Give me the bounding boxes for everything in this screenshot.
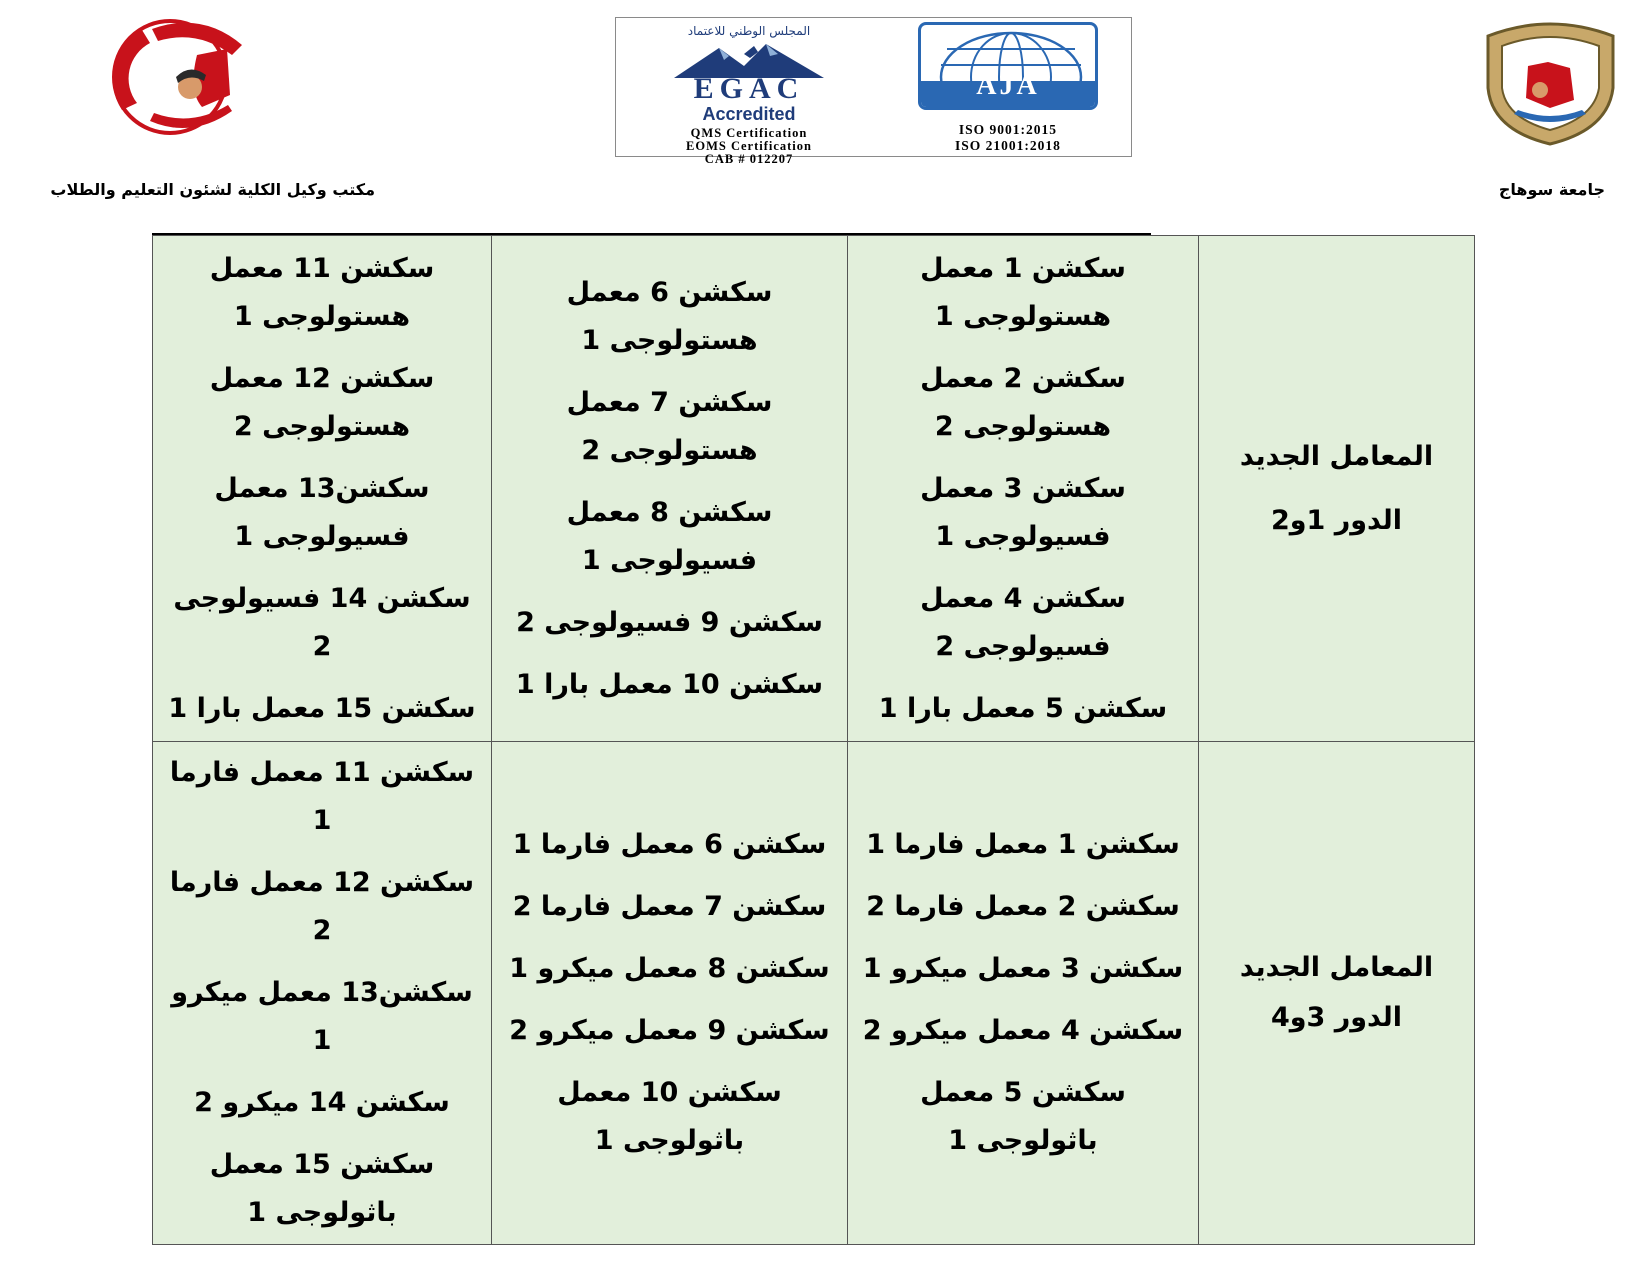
cell-line: سكشن 8 معمل ميكرو 1 bbox=[509, 953, 830, 984]
aja-iso-2: ISO 21001:2018 bbox=[955, 138, 1061, 153]
cell-line: سكشن 12 معمل فارما 2 bbox=[169, 867, 475, 946]
table-cell bbox=[848, 236, 1199, 742]
cell-line: سكشن13 معمل ميكرو 1 bbox=[171, 977, 473, 1056]
cell-line: سكشن 7 معمل هستولوجى 2 bbox=[566, 386, 773, 466]
table-cell bbox=[153, 236, 492, 742]
cell-line: سكشن 14 فسيولوجى 2 bbox=[173, 582, 471, 662]
table-row bbox=[153, 236, 1475, 742]
cell-line: سكشن 2 معمل هستولوجى 2 bbox=[920, 362, 1126, 442]
schedule-table bbox=[152, 235, 1475, 1245]
table-cell bbox=[492, 236, 848, 742]
cell-line: سكشن 1 معمل هستولوجى 1 bbox=[920, 252, 1126, 332]
cell-line: سكشن 4 معمل ميكرو 2 bbox=[862, 1015, 1184, 1046]
cell-line: سكشن 5 معمل باثولوجى 1 bbox=[920, 1077, 1126, 1156]
university-seal bbox=[1478, 18, 1623, 146]
row-label-cell bbox=[1199, 236, 1475, 742]
row-label-line: الدور 1و2 bbox=[1270, 504, 1403, 536]
egac-name: EGAC bbox=[693, 72, 805, 105]
cell-line: سكشن 12 معمل هستولوجى 2 bbox=[209, 362, 435, 442]
table-row bbox=[153, 742, 1475, 1245]
egac-line-3: CAB # 012207 bbox=[704, 152, 794, 166]
faculty-logo bbox=[92, 15, 262, 140]
cell-line: سكشن 6 معمل فارما 1 bbox=[512, 829, 827, 860]
egac-line-2: EOMS Certification bbox=[686, 139, 812, 153]
cell-line: سكشن 3 معمل فسيولوجى 1 bbox=[920, 472, 1126, 552]
cell-line: سكشن 9 معمل ميكرو 2 bbox=[509, 1015, 830, 1046]
row-label-line: المعامل الجديد bbox=[1239, 440, 1434, 472]
cell-line: سكشن 1 معمل فارما 1 bbox=[866, 829, 1180, 860]
office-label: مكتب وكيل الكلية لشئون التعليم والطلاب bbox=[50, 180, 375, 199]
cell-line: سكشن 10 معمل باثولوجى 1 bbox=[557, 1077, 782, 1156]
cell-line: سكشن 11 معمل فارما 1 bbox=[169, 757, 475, 836]
cell-line: سكشن 15 معمل بارا 1 bbox=[168, 692, 476, 724]
aja-logo bbox=[918, 22, 1108, 152]
table-cell bbox=[492, 742, 848, 1245]
row-label-line: المعامل الجديد الدور 3و4 bbox=[1239, 952, 1434, 1033]
egac-accredited: Accredited bbox=[702, 104, 796, 124]
cell-line: سكشن 5 معمل بارا 1 bbox=[878, 692, 1168, 724]
accreditation-box bbox=[615, 17, 1132, 166]
row-label-cell bbox=[1199, 742, 1475, 1245]
university-label: جامعة سوهاج bbox=[1498, 180, 1605, 199]
cell-line: سكشن 3 معمل ميكرو 1 bbox=[862, 953, 1184, 984]
cell-line: سكشن 4 معمل فسيولوجى 2 bbox=[920, 582, 1126, 662]
cell-line: سكشن 9 فسيولوجى 2 bbox=[516, 606, 823, 638]
cell-line: سكشن 7 معمل فارما 2 bbox=[512, 891, 827, 922]
egac-logo bbox=[634, 22, 864, 166]
table-cell bbox=[848, 742, 1199, 1245]
egac-line-1: QMS Certification bbox=[690, 126, 808, 140]
cell-line: سكشن13 معمل فسيولوجى 1 bbox=[214, 472, 430, 552]
cell-line: سكشن 15 معمل باثولوجى 1 bbox=[209, 1149, 435, 1228]
aja-name: AJA bbox=[976, 70, 1040, 101]
cell-line: سكشن 14 ميكرو 2 bbox=[194, 1087, 450, 1118]
cell-line: سكشن 6 معمل هستولوجى 1 bbox=[566, 276, 773, 356]
cell-line: سكشن 8 معمل فسيولوجى 1 bbox=[566, 496, 773, 576]
aja-iso-1: ISO 9001:2015 bbox=[958, 122, 1058, 137]
cell-line: سكشن 10 معمل بارا 1 bbox=[515, 668, 824, 700]
table-cell bbox=[153, 742, 492, 1245]
cell-line: سكشن 11 معمل هستولوجى 1 bbox=[209, 252, 435, 332]
cell-line: سكشن 2 معمل فارما 2 bbox=[866, 891, 1180, 922]
egac-arabic: المجلس الوطني للاعتماد bbox=[687, 24, 811, 38]
